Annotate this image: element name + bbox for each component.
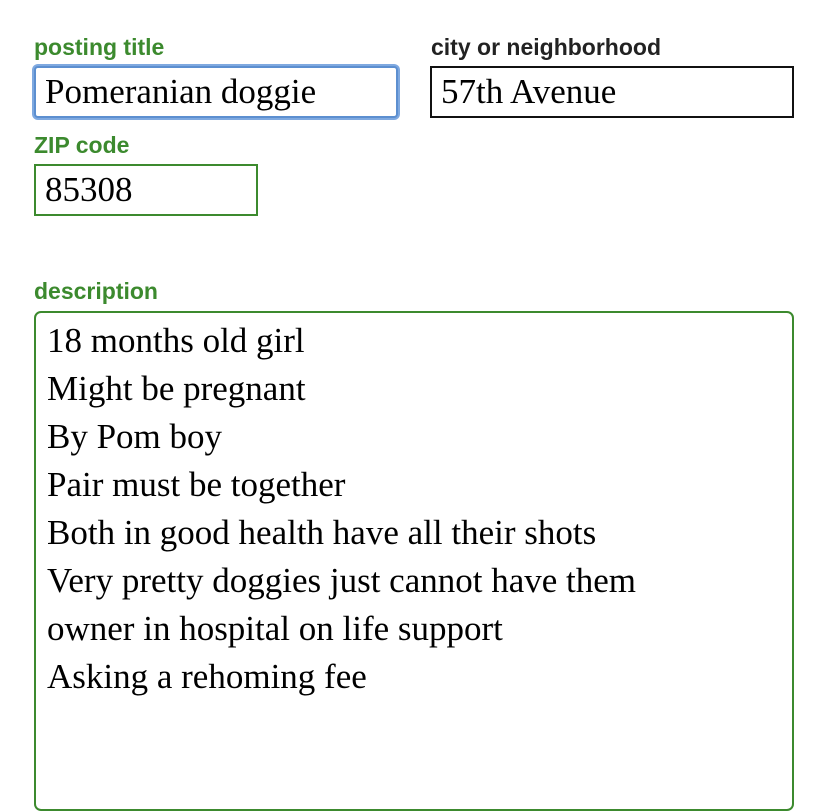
description-line: Both in good health have all their shots: [47, 513, 597, 552]
description-line: 18 months old girl: [47, 321, 305, 360]
city-label: city or neighborhood: [431, 34, 661, 60]
description-line: Very pretty doggies just cannot have them: [47, 561, 637, 600]
city-input[interactable]: 57th Avenue: [430, 66, 794, 118]
description-textarea[interactable]: [34, 311, 794, 811]
description-label: description: [34, 278, 158, 304]
zip-code-input[interactable]: 85308: [34, 164, 258, 216]
description-line: owner in hospital on life support: [47, 609, 503, 648]
description-line: Pair must be together: [47, 465, 346, 504]
description-line: By Pom boy: [47, 417, 223, 456]
description-line: Asking a rehoming fee: [47, 657, 367, 696]
posting-title-label: posting title: [34, 34, 165, 60]
zip-code-label: ZIP code: [34, 132, 130, 158]
description-line: Might be pregnant: [47, 369, 306, 408]
posting-title-input[interactable]: Pomeranian doggie: [34, 66, 398, 118]
